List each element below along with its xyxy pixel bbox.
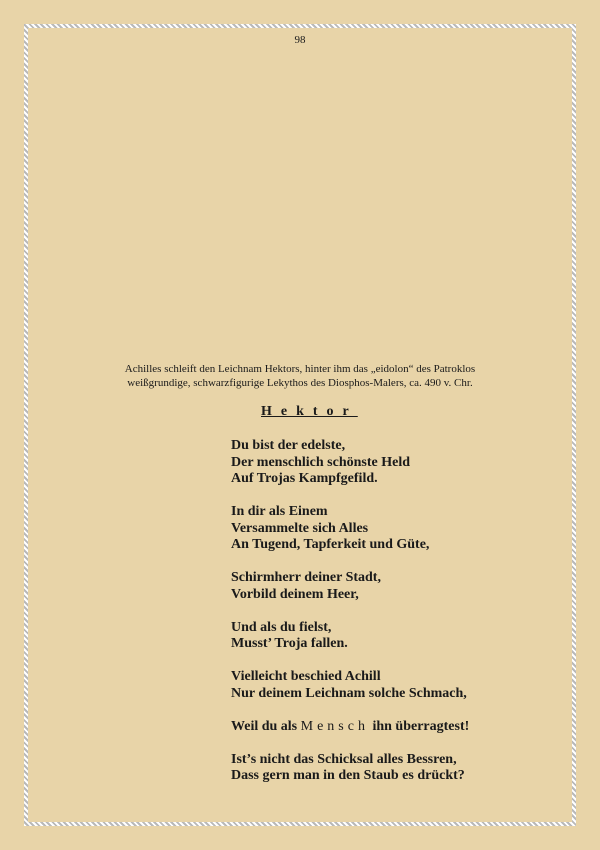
stanza xyxy=(231,620,469,653)
image-caption xyxy=(0,362,600,390)
stanza xyxy=(231,669,469,702)
poem-body xyxy=(231,438,469,785)
stanza xyxy=(231,719,469,736)
emphasized-word: Mensch xyxy=(300,718,369,734)
poem-line: Der menschlich schönste Held xyxy=(231,454,411,470)
stanza xyxy=(231,504,469,554)
poem-line: Vorbild deinem Heer, xyxy=(231,586,359,602)
poem-line-part: Weil du als xyxy=(231,718,298,734)
poem-line: Musst’ Troja fallen. xyxy=(231,636,348,651)
poem-line: Und als du fielst, xyxy=(231,619,332,635)
poem-line: Dass gern man in den Staub es drückt? xyxy=(231,768,465,783)
stanza xyxy=(231,752,469,785)
poem-line: Nur deinem Leichnam solche Schmach, xyxy=(231,685,467,701)
caption-line: weißgrundige, schwarzfigurige Lekythos des Diosphos-Malers, ca. 490 v. Chr. xyxy=(127,377,473,389)
poem-line: Schirmherr deiner Stadt, xyxy=(231,570,381,585)
poem-line: Versammelte sich Alles xyxy=(231,520,369,536)
poem-line: An Tugend, Tapferkeit und Güte, xyxy=(231,537,430,552)
poem-line: Ist’s nicht das Schicksal alles Bessren, xyxy=(231,751,457,767)
poem-line: In dir als Einem xyxy=(231,504,328,519)
caption-line: Achilles schleift den Leichnam Hektors, hinter ihm das „eidolon“ des Patroklos xyxy=(124,363,476,375)
poem-line: Du bist der edelste, xyxy=(231,438,346,453)
poem-title: Hektor xyxy=(261,404,358,419)
page-number: 98 xyxy=(294,34,306,46)
poem-line: Auf Trojas Kampfgefild. xyxy=(231,471,378,486)
poem-line xyxy=(231,719,469,736)
stanza xyxy=(231,438,469,488)
poem-line-part: ihn überragtest! xyxy=(372,718,470,734)
poem-line: Vielleicht beschied Achill xyxy=(231,669,381,684)
stanza xyxy=(231,570,469,603)
